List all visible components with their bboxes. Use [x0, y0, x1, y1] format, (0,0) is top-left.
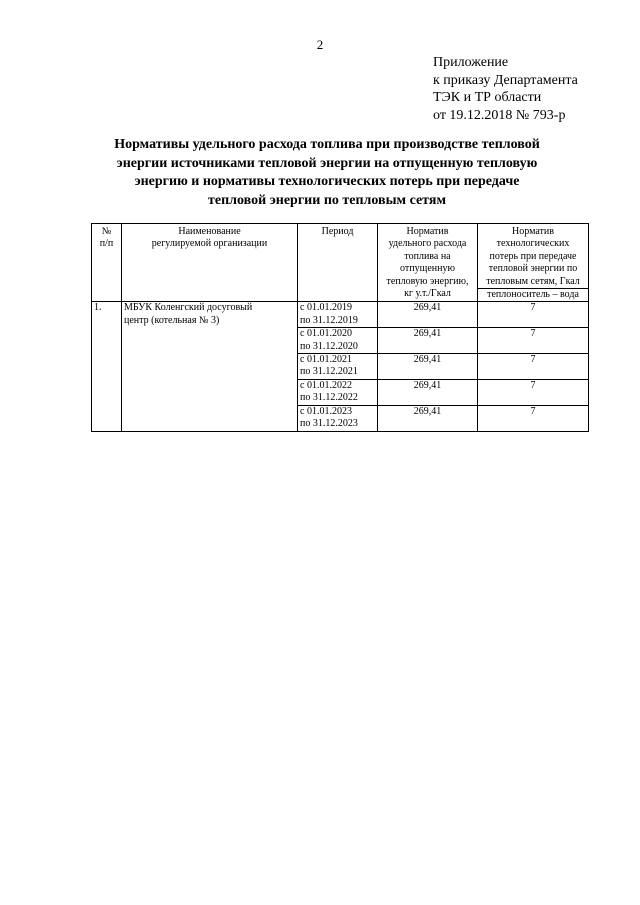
organization-name	[122, 302, 298, 431]
header-text: регулируемой организации	[151, 238, 268, 250]
header-num	[92, 224, 122, 302]
header-text: потерь при передаче	[489, 250, 577, 262]
header-text: теплоноситель – вода	[487, 289, 579, 301]
title-line: энергии источниками тепловой энергии на отпущенную тепловую	[116, 155, 538, 171]
period-to: по 31.12.2019	[300, 314, 358, 326]
period-to: по 31.12.2023	[300, 418, 358, 430]
header-text: технологических	[496, 238, 570, 250]
period-from: с 01.01.2022	[300, 379, 352, 391]
loss-norm-value: 7	[478, 302, 589, 328]
org-line: центр (котельная № 3)	[124, 314, 220, 326]
table-header-row	[92, 224, 589, 289]
period-cell	[298, 405, 378, 431]
header-text: п/п	[99, 238, 114, 250]
header-loss-norm	[478, 224, 589, 289]
period-to: по 31.12.2022	[300, 392, 358, 404]
page-number: 2	[316, 37, 324, 52]
header-text: топлива на	[404, 250, 451, 262]
org-line: МБУК Коленгский досуговый	[124, 302, 253, 314]
fuel-norm-value: 269,41	[378, 405, 478, 431]
header-period	[298, 224, 378, 302]
loss-norm-value: 7	[478, 328, 589, 354]
header-text: кг у.т./Гкал	[404, 288, 451, 300]
period-from: с 01.01.2020	[300, 328, 352, 340]
header-text: отпущенную	[400, 263, 455, 275]
period-cell	[298, 379, 378, 405]
table-row	[92, 302, 589, 328]
header-org	[122, 224, 298, 302]
period-cell	[298, 328, 378, 354]
appendix-line: ТЭК и ТР области	[433, 90, 542, 105]
header-text: тепловой энергии по	[488, 263, 578, 275]
header-text: Норматив	[406, 226, 449, 237]
title-line: Нормативы удельного расхода топлива при производстве тепловой	[114, 137, 540, 152]
header-text: удельного расхода	[388, 238, 467, 250]
header-coolant	[478, 289, 589, 302]
header-text: №	[101, 226, 112, 237]
header-text: тепловую энергию,	[386, 275, 469, 287]
fuel-norm-value: 269,41	[378, 354, 478, 380]
title-line: тепловой энергии по тепловым сетям	[208, 192, 446, 208]
period-cell	[298, 354, 378, 380]
norms-table	[91, 223, 589, 432]
header-text: Норматив	[512, 226, 554, 237]
document-title	[90, 136, 564, 210]
appendix-line: к приказу Департамента	[433, 72, 578, 88]
loss-norm-value: 7	[478, 354, 589, 380]
fuel-norm-value: 269,41	[378, 379, 478, 405]
appendix-line: Приложение	[433, 55, 509, 70]
loss-norm-value: 7	[478, 379, 589, 405]
period-from: с 01.01.2021	[300, 354, 352, 366]
header-text: Период	[321, 226, 354, 237]
header-text: Наименование	[178, 226, 241, 237]
header-fuel-norm	[378, 224, 478, 302]
appendix-line: от 19.12.2018 № 793-р	[433, 107, 566, 123]
fuel-norm-value: 269,41	[378, 328, 478, 354]
period-cell	[298, 302, 378, 328]
appendix-block	[433, 54, 578, 124]
period-from: с 01.01.2019	[300, 302, 352, 314]
fuel-norm-value: 269,41	[378, 302, 478, 328]
loss-norm-value: 7	[478, 405, 589, 431]
period-to: по 31.12.2021	[300, 366, 358, 378]
period-from: с 01.01.2023	[300, 405, 352, 417]
row-number: 1.	[92, 302, 122, 431]
header-text: тепловым сетям, Гкал	[486, 275, 580, 287]
period-to: по 31.12.2020	[300, 340, 358, 352]
title-line: энергию и нормативы технологических потерь при передаче	[134, 174, 520, 189]
